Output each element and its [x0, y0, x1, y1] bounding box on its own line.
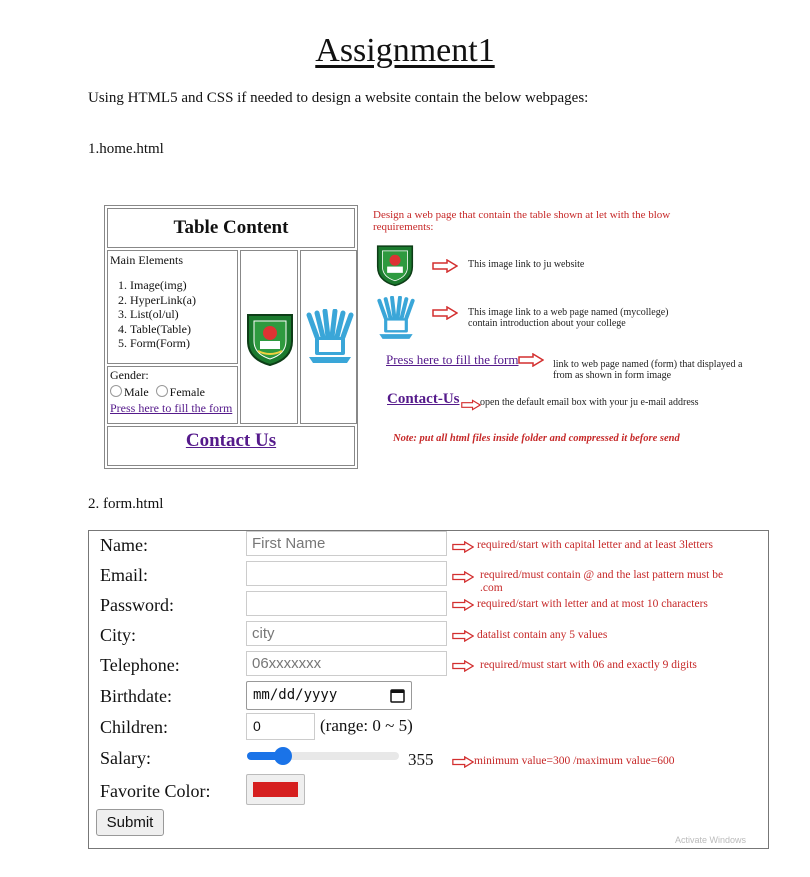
arrow-right-icon: [518, 353, 544, 367]
gender-label: Gender:: [110, 368, 149, 382]
arrow-right-icon: [452, 630, 474, 642]
favorite-color-label: Favorite Color:: [100, 781, 211, 801]
intro-text: Using HTML5 and CSS if needed to design a website contain the below webpages:: [88, 90, 589, 106]
submit-button[interactable]: Submit: [96, 809, 164, 836]
design-requirement-note: Design a web page that contain the table shown at let with the blow requirements:: [373, 209, 671, 233]
arrow-right-icon: [432, 259, 458, 273]
telephone-label: Telephone:: [100, 655, 180, 675]
gender-cell: [107, 366, 238, 424]
password-label: Password:: [100, 595, 175, 615]
name-input[interactable]: First Name: [246, 531, 447, 556]
university-logo-icon[interactable]: [242, 311, 298, 367]
children-input[interactable]: 0: [246, 713, 315, 740]
arrow-right-icon: [452, 756, 474, 768]
final-note: Note: put all html files inside folder and compressed it before send: [393, 433, 680, 444]
elements-list-item: 4. Table(Table): [130, 322, 235, 337]
salary-label: Salary:: [100, 748, 151, 768]
contact-note: open the default email box with your ju e-mail address: [480, 397, 699, 408]
email-requirement: required/must contain @ and the last pattern must be .com: [480, 569, 724, 594]
radio-male-label: Male: [124, 385, 149, 399]
main-elements-cell: [107, 250, 238, 364]
college-logo-small-icon: [374, 296, 418, 342]
image1-note: This image link to ju website: [468, 259, 585, 270]
college-logo-icon[interactable]: [303, 309, 357, 367]
email-label: Email:: [100, 565, 148, 585]
telephone-input[interactable]: 06xxxxxxx: [246, 651, 447, 676]
color-picker[interactable]: [246, 774, 305, 805]
contact-us-link[interactable]: Contact Us: [185, 430, 277, 451]
fill-form-link[interactable]: Press here to fill the form: [110, 401, 233, 415]
name-label: Name:: [100, 535, 148, 555]
salary-value: 355: [408, 750, 434, 769]
arrow-right-icon: [452, 571, 474, 583]
main-elements-heading: Main Elements: [110, 253, 183, 267]
watermark-text: Activate Windows: [675, 835, 747, 845]
children-range: (range: 0 ~ 5): [320, 716, 413, 735]
children-label: Children:: [100, 717, 168, 737]
arrow-right-icon: [452, 599, 474, 611]
elements-list-item: 3. List(ol/ul): [130, 307, 235, 322]
logo-cell: [240, 250, 298, 424]
city-requirement: datalist contain any 5 values: [477, 629, 608, 641]
birthdate-input[interactable]: [246, 681, 412, 710]
email-input[interactable]: [246, 561, 447, 586]
calendar-icon[interactable]: [390, 688, 405, 703]
telephone-requirement: required/must start with 06 and exactly 9 digits: [480, 659, 697, 671]
annotation-form-link[interactable]: Press here to fill the form: [386, 352, 519, 367]
radio-male[interactable]: [110, 385, 122, 397]
password-input[interactable]: [246, 591, 447, 616]
page-title: Assignment1: [315, 32, 495, 69]
salary-slider-thumb[interactable]: [274, 747, 292, 765]
arrow-right-icon: [432, 306, 458, 320]
birthdate-label: Birthdate:: [100, 686, 172, 706]
college-cell: [300, 250, 357, 424]
radio-female[interactable]: [156, 385, 168, 397]
birthdate-value: mm/dd/yyyy: [253, 687, 338, 703]
contact-cell: [107, 426, 355, 466]
password-requirement: required/start with letter and at most 10 characters: [477, 598, 708, 610]
image2-note: This image link to a web page named (mycollege) contain introduction about your college: [468, 307, 669, 329]
table-title: Table Content: [107, 208, 355, 248]
elements-list-item: 2. HyperLink(a): [130, 293, 235, 308]
elements-list: [110, 278, 235, 351]
elements-list-item: 1. Image(img): [130, 278, 235, 293]
color-swatch: [253, 782, 298, 797]
city-label: City:: [100, 625, 137, 645]
home-table: [104, 205, 358, 469]
arrow-right-icon: [461, 399, 481, 411]
arrow-right-icon: [452, 660, 474, 672]
section-heading-home: 1.home.html: [88, 141, 164, 157]
form-link-note: link to web page named (form) that displayed a from as shown in form image: [553, 359, 743, 381]
section-heading-form: 2. form.html: [88, 496, 164, 512]
university-logo-small-icon: [373, 243, 417, 287]
annotation-contact-link[interactable]: Contact-Us: [387, 391, 460, 407]
city-input[interactable]: city: [246, 621, 447, 646]
elements-list-item: 5. Form(Form): [130, 336, 235, 351]
arrow-right-icon: [452, 541, 474, 553]
salary-requirement: minimum value=300 /maximum value=600: [474, 755, 675, 767]
salary-slider[interactable]: [247, 752, 399, 760]
radio-female-label: Female: [169, 385, 205, 399]
name-requirement: required/start with capital letter and at least 3letters: [477, 539, 713, 551]
